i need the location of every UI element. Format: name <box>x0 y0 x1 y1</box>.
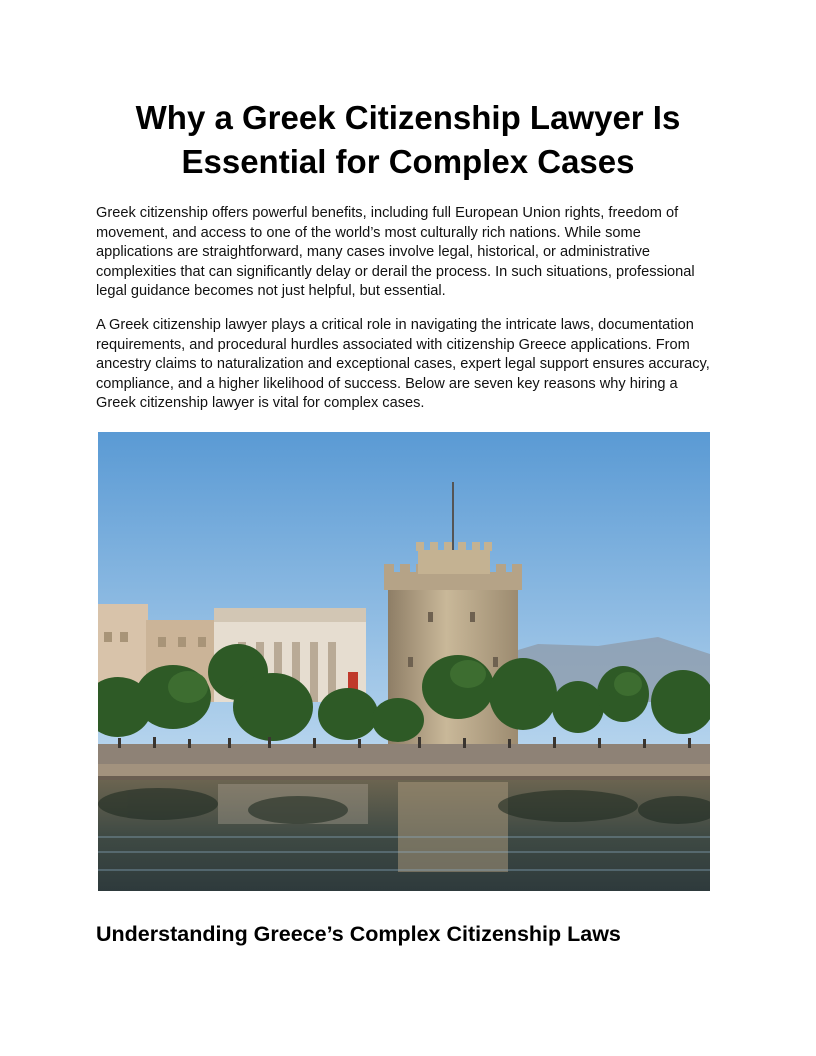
title-line-2: Essential for Complex Cases <box>181 143 635 180</box>
intro-paragraph: Greek citizenship offers powerful benefits, including full European Union rights, freedom of movement, and access to one of the world’s most culturally rich nations. While some applications are straightforward, many cases involve legal, historical, or administrative complexities that can significantly delay or derail the process. In such situations, professional legal guidance becomes not just helpful, but essential. <box>96 205 695 299</box>
title-line-1: Why a Greek Citizenship Lawyer Is <box>135 99 681 136</box>
section-heading: Understanding Greece’s Complex Citizenship Laws <box>96 922 621 946</box>
lawyer-role-paragraph: A Greek citizenship lawyer plays a critical role in navigating the intricate laws, documentation requirements, and procedural hurdles associated with citizenship Greece applications. From ancestry claims to naturalization and exceptional cases, expert legal support ensures accuracy, compliance, and a higher likelihood of success. Below are seven key reasons why hiring a Greek citizenship lawyer is vital for complex cases. <box>96 317 710 411</box>
white-tower-photo <box>98 432 710 891</box>
page-title <box>60 96 756 184</box>
